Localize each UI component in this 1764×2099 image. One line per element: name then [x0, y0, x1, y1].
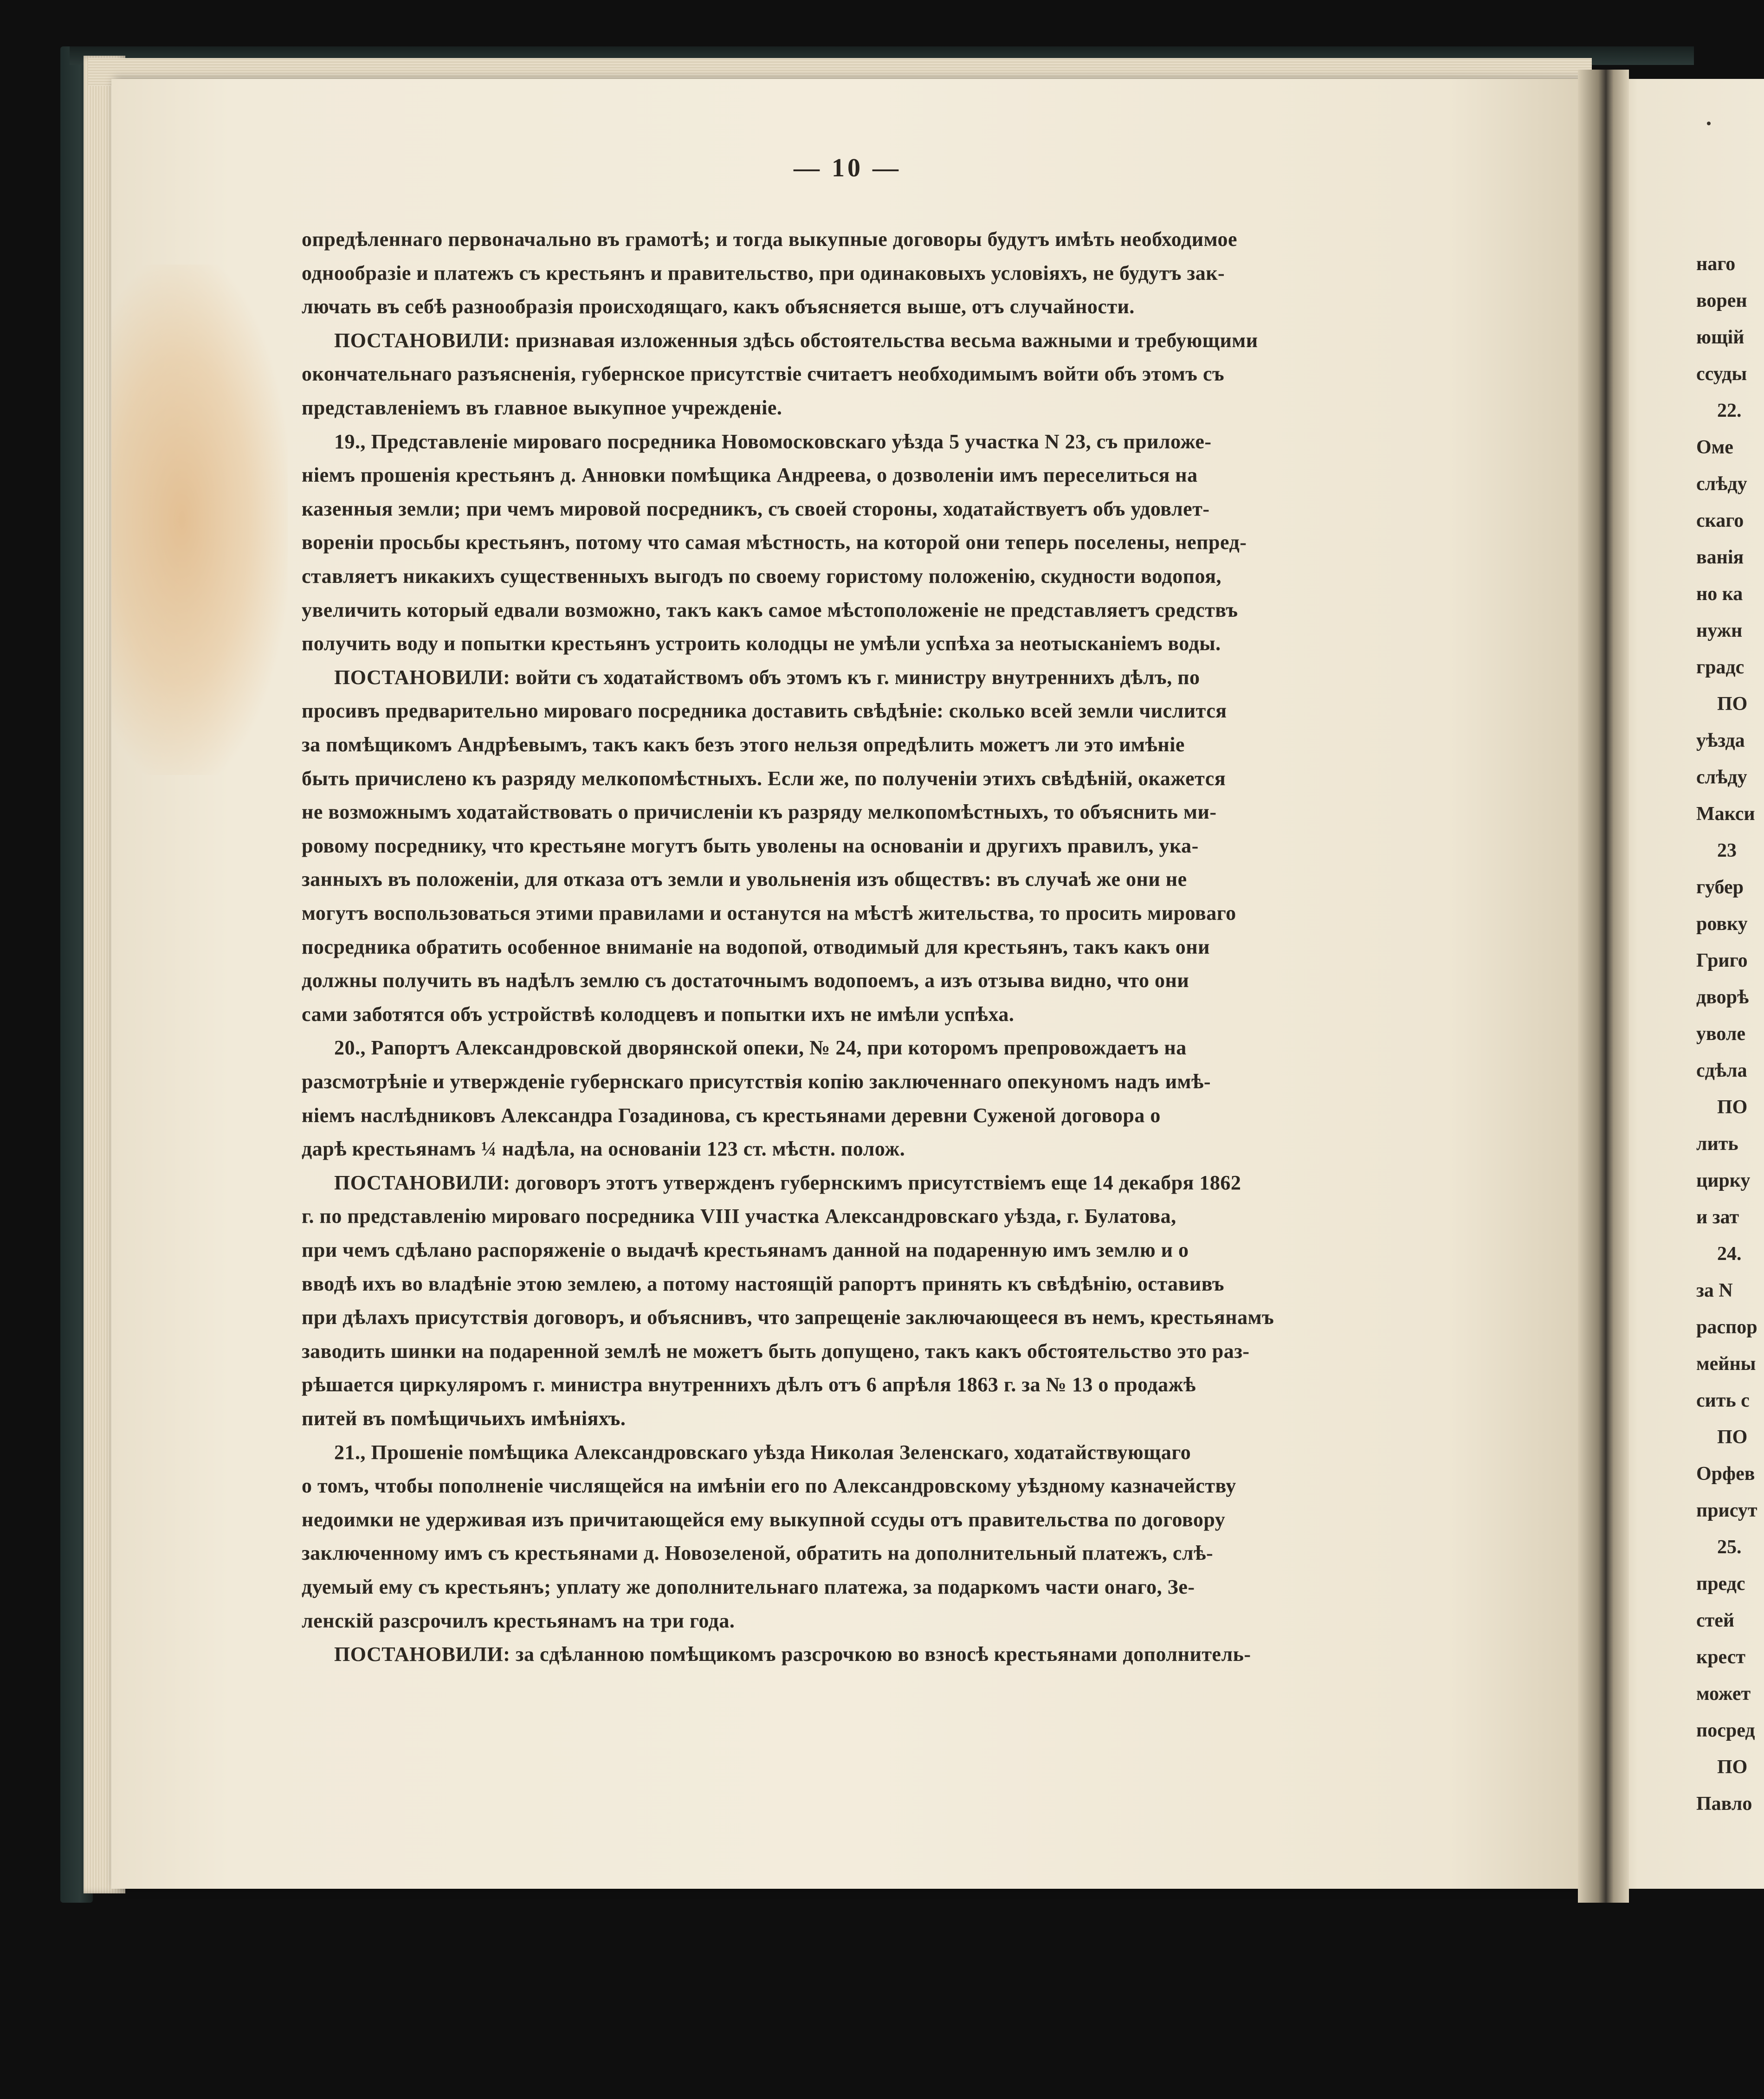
right-text-line: скаго [1696, 510, 1744, 531]
text-line: заключенному имъ съ крестьянами д. Новозеленой, обратить на дополнительный платежъ, слѣ- [302, 1542, 1214, 1565]
text-line: получить воду и попытки крестьянъ устроить колодцы не умѣли успѣха за неотысканіемъ воды. [302, 632, 1221, 655]
text-line: должны получить въ надѣлъ землю съ достаточнымъ водопоемъ, а изъ отзыва видно, что они [302, 969, 1189, 992]
ink-dot [1707, 122, 1711, 125]
right-text-line: ванія [1696, 547, 1744, 568]
text-line: ніемъ прошенія крестьянъ д. Анновки помѣщика Андреева, о дозволеніи имъ переселиться на [302, 464, 1198, 487]
right-text-line: Макси [1696, 803, 1755, 825]
text-line: 19., Представленіе мироваго посредника Новомосковскаго уѣзда 5 участка N 23, съ приложе- [334, 430, 1212, 453]
right-text-line: Оме [1696, 437, 1733, 458]
text-line: рѣшается циркуляромъ г. министра внутреннихъ дѣлъ отъ 6 апрѣля 1863 г. за № 13 о продажѣ [302, 1373, 1196, 1396]
text-line: не возможнымъ ходатайствовать о причисленіи къ разряду мелкопомѣстныхъ, то объяснить ми- [302, 801, 1217, 824]
text-line: питей въ помѣщичьихъ имѣніяхъ. [302, 1407, 626, 1430]
right-text-line: 25. [1717, 1537, 1742, 1558]
text-line: представленіемъ въ главное выкупное учрежденіе. [302, 396, 782, 419]
right-text-line: Павло [1696, 1793, 1752, 1815]
right-text-line: стей [1696, 1610, 1735, 1631]
right-text-line: сить с [1696, 1390, 1750, 1411]
text-line: при дѣлахъ присутствія договоръ, и объяснивъ, что запрещеніе заключающееся въ немъ, крестьянамъ [302, 1306, 1274, 1329]
text-line: вводѣ ихъ во владѣніе этою землею, а потому настоящій рапортъ принять къ свѣдѣнію, оставивъ [302, 1272, 1225, 1295]
right-text-line: ПО [1717, 1427, 1748, 1448]
page-number: — 10 — [794, 154, 901, 182]
right-text-line: уволе [1696, 1023, 1746, 1045]
text-line: казенныя земли; при чемъ мировой посредникъ, съ своей стороны, ходатайствуетъ объ удовлет- [302, 497, 1210, 520]
text-line: разсмотрѣніе и утвержденіе губернскаго присутствія копію заключеннаго опекуномъ надъ имѣ- [302, 1070, 1211, 1093]
text-line: за помѣщикомъ Андрѣевымъ, такъ какъ безъ этого нельзя опредѣлить можетъ ли это имѣніе [302, 733, 1185, 756]
text-line: ПОСТАНОВИЛИ: за сдѣланною помѣщикомъ разсрочкою во взносѣ крестьянами дополнитель- [334, 1643, 1251, 1666]
text-line: просивъ предварительно мироваго посредника доставить свѣдѣніе: сколько всей земли числится [302, 699, 1227, 723]
right-text-line: наго [1696, 253, 1736, 275]
right-text-line: может [1696, 1683, 1751, 1705]
text-line: 21., Прошеніе помѣщика Александровскаго уѣзда Николая Зеленскаго, ходатайствующаго [334, 1440, 1191, 1464]
right-text-line: ПО [1717, 1097, 1748, 1118]
text-line: однообразіе и платежъ съ крестьянъ и правительство, при одинаковыхъ условіяхъ, не будутъ зак- [302, 261, 1225, 284]
right-text-line: но ка [1696, 583, 1743, 605]
text-line: о томъ, чтобы пополненіе числящейся на имѣніи его по Александровскому уѣздному казначейству [302, 1474, 1236, 1498]
text-line: могутъ воспользоваться этими правилами и останутся на мѣстѣ жительства, то просить мироваго [302, 902, 1236, 924]
right-text-line: губер [1696, 877, 1744, 898]
right-text-line: Орфев [1696, 1463, 1755, 1485]
book-gutter [1578, 70, 1629, 1903]
text-line: при чемъ сдѣлано распоряженіе о выдачѣ крестьянамъ данной на подаренную имъ землю и о [302, 1239, 1189, 1261]
text-line: лючать въ себѣ разнообразія происходящаго, какъ объясняется выше, отъ случайности. [302, 295, 1135, 318]
right-text-line: дворѣ [1696, 987, 1749, 1008]
right-text-line: лить [1696, 1133, 1738, 1155]
right-text-line: градс [1696, 657, 1745, 678]
right-text-line: нужн [1696, 620, 1743, 641]
text-line: посредника обратить особенное вниманіе на водопой, отводимый для крестьянъ, такъ какъ они [302, 935, 1210, 958]
right-text-line: предс [1696, 1573, 1745, 1595]
right-text-line: сдѣла [1696, 1060, 1747, 1081]
text-line: ПОСТАНОВИЛИ: договоръ этотъ утвержденъ губернскимъ присутствіемъ еще 14 декабря 1862 [334, 1171, 1241, 1194]
text-line: ПОСТАНОВИЛИ: войти съ ходатайствомъ объ этомъ къ г. министру внутреннихъ дѣлъ, по [334, 665, 1200, 689]
right-text-line: посред [1696, 1720, 1755, 1741]
right-text-line: ворен [1696, 290, 1747, 311]
text-line: 20., Рапортъ Александровской дворянской опеки, № 24, при которомъ препровождаетъ на [334, 1036, 1187, 1059]
text-line: недоимки не удерживая изъ причитающейся ему выкупной ссуды отъ правительства по договору [302, 1508, 1226, 1531]
text-line: сами заботятся объ устройствѣ колодцевъ и попытки ихъ не имѣли успѣха. [302, 1002, 1014, 1026]
text-line: ставляетъ никакихъ существенныхъ выгодъ по своему гористому положенію, скудности водопоя, [302, 565, 1222, 588]
text-line: опредѣленнаго первоначально въ грамотѣ; и тогда выкупные договоры будутъ имѣть необходимое [302, 228, 1238, 251]
right-page [1615, 79, 1764, 1889]
right-text-line: Григо [1696, 950, 1748, 971]
right-text-line: за N [1696, 1280, 1733, 1301]
right-text-line: распор [1696, 1317, 1758, 1338]
right-text-line: присут [1696, 1500, 1758, 1521]
right-text-line: 24. [1717, 1243, 1742, 1265]
text-line: ПОСТАНОВИЛИ: признавая изложенныя здѣсь обстоятельства весьма важными и требующими [334, 329, 1258, 352]
text-line: дарѣ крестьянамъ ¼ надѣла, на основаніи 123 ст. мѣстн. полож. [302, 1137, 905, 1161]
text-line: увеличить который едвали возможно, такъ какъ самое мѣстоположеніе не представляетъ средствъ [302, 598, 1238, 621]
text-line: вореніи просьбы крестьянъ, потому что самая мѣстность, на которой они теперь поселены, непред- [302, 531, 1247, 554]
text-line: г. по представленію мироваго посредника VIII участка Александровскаго уѣзда, г. Булатова, [302, 1205, 1176, 1228]
right-text-line: слѣду [1696, 767, 1747, 788]
right-text-line: ссуды [1696, 363, 1747, 385]
right-text-line: ровку [1696, 913, 1748, 935]
text-line: ровому посреднику, что крестьяне могутъ быть уволены на основаніи и другихъ правилъ, ука- [302, 834, 1199, 857]
text-line: окончательнаго разъясненія, губернское присутствіе считаетъ необходимымъ войти объ этомъ съ [302, 362, 1225, 386]
text-line: ленскій разсрочилъ крестьянамъ на три года. [302, 1609, 735, 1632]
right-text-line: ПО [1717, 693, 1748, 715]
text-line: дуемый ему съ крестьянъ; уплату же дополнительнаго платежа, за подаркомъ части онаго, Зе- [302, 1576, 1195, 1598]
right-text-line: слѣду [1696, 473, 1747, 495]
right-text-line: цирку [1696, 1170, 1751, 1191]
right-text-line: крест [1696, 1647, 1745, 1668]
text-line: быть причислено къ разряду мелкопомѣстныхъ. Если же, по полученіи этихъ свѣдѣній, окажется [302, 767, 1226, 790]
right-text-line: 23 [1717, 840, 1737, 861]
text-line: заводить шинки на подаренной землѣ не можетъ быть допущено, такъ какъ обстоятельство это раз- [302, 1339, 1250, 1363]
right-text-line: 22. [1717, 400, 1742, 421]
right-text-line: мейны [1696, 1353, 1756, 1375]
right-text-line: ПО [1717, 1757, 1748, 1778]
right-text-line: ющій [1696, 327, 1745, 348]
text-line: ніемъ наслѣдниковъ Александра Гозадинова, съ крестьянами деревни Суженой договора о [302, 1104, 1161, 1127]
water-stain [111, 265, 288, 775]
right-text-line: уѣзда [1696, 730, 1745, 751]
text-line: занныхъ въ положеніи, для отказа отъ земли и увольненія изъ обществъ: въ случаѣ же они не [302, 868, 1187, 891]
right-text-line: и зат [1696, 1207, 1739, 1228]
